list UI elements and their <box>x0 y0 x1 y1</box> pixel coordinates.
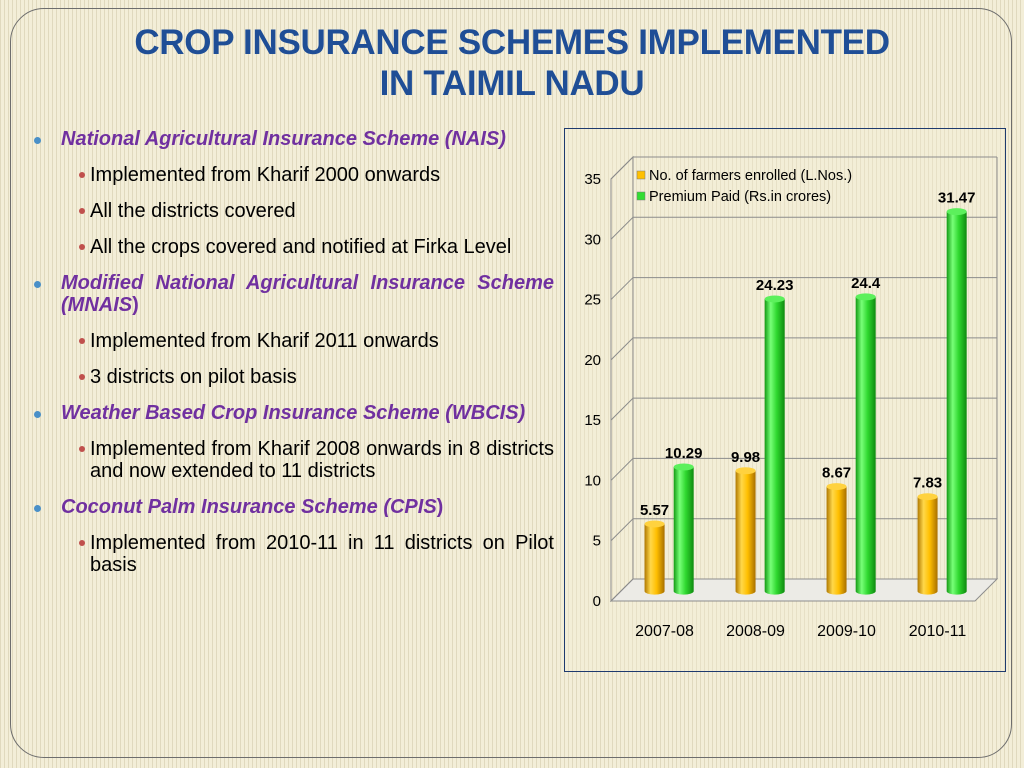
scheme-title-text: Coconut Palm Insurance Scheme (CPIS <box>61 496 437 518</box>
legend-swatch <box>637 171 645 179</box>
bar-top <box>947 208 967 215</box>
x-tick-label: 2010-11 <box>908 623 967 640</box>
bar <box>645 524 665 595</box>
list-item <box>61 330 554 352</box>
scheme-cpis <box>30 496 554 576</box>
bullet-dot-icon <box>79 540 85 546</box>
side-wall <box>611 157 633 601</box>
data-label: 9.98 <box>730 448 761 466</box>
list-item-text: Implemented from Kharif 2000 onwards <box>90 164 441 186</box>
list-item <box>61 164 554 186</box>
bar-top <box>918 493 938 500</box>
x-tick-label: 2008-09 <box>726 623 785 640</box>
bar <box>736 471 756 595</box>
gridline <box>611 338 997 360</box>
title-line-2: IN TAIMIL NADU <box>379 64 645 103</box>
gridline <box>611 217 997 239</box>
list-item <box>61 532 554 576</box>
gridline <box>611 519 997 541</box>
title-line-1: CROP INSURANCE SCHEMES IMPLEMENTED <box>134 23 890 62</box>
scheme-title <box>61 496 554 518</box>
bar-chart <box>565 129 1007 673</box>
bar <box>765 299 785 595</box>
scheme-nais <box>30 128 554 258</box>
scheme-items <box>61 164 554 258</box>
data-label: 8.67 <box>821 464 852 482</box>
bullet-dot-icon <box>79 446 85 452</box>
bar-top <box>645 520 665 527</box>
scheme-title-suffix: ) <box>132 294 139 316</box>
bullet-dot-icon <box>79 208 85 214</box>
bar-top <box>736 467 756 474</box>
bullet-dot-icon <box>34 505 41 512</box>
legend-label: No. of farmers enrolled (L.Nos.) <box>649 168 853 184</box>
list-item-text: Implemented from 2010-11 in 11 districts on Pilot basis <box>90 532 554 576</box>
scheme-items <box>61 532 554 576</box>
data-label: 24.4 <box>851 274 881 292</box>
gridline <box>611 398 997 420</box>
scheme-title <box>61 272 554 316</box>
y-tick-label: 5 <box>592 532 601 550</box>
data-label: 7.83 <box>912 474 943 492</box>
x-tick-label: 2009-10 <box>817 623 876 640</box>
bar <box>856 297 876 595</box>
list-item-text: Implemented from Kharif 2008 onwards in 8 districts and now extended to 11 districts <box>90 438 554 482</box>
gridline <box>611 278 997 300</box>
list-item-text: All the crops covered and notified at Firka Level <box>90 236 512 258</box>
list-item-text: Implemented from Kharif 2011 onwards <box>90 330 439 352</box>
y-tick-label: 30 <box>584 231 601 249</box>
bullet-dot-icon <box>79 338 85 344</box>
list-item-text: 3 districts on pilot basis <box>90 366 297 388</box>
bar <box>947 212 967 595</box>
scheme-items <box>61 330 554 388</box>
list-item <box>61 366 554 388</box>
slide-title <box>0 22 1024 104</box>
scheme-items <box>61 438 554 482</box>
bar-top <box>674 464 694 471</box>
bar <box>918 497 938 595</box>
y-tick-label: 35 <box>584 171 601 188</box>
scheme-title-suffix: ) <box>436 496 444 518</box>
y-tick-label: 10 <box>584 472 601 490</box>
legend-label: Premium Paid (Rs.in crores) <box>649 189 832 205</box>
bar-top <box>827 483 847 490</box>
list-item-text: All the districts covered <box>90 200 296 222</box>
data-label: 24.23 <box>755 276 794 294</box>
list-item <box>61 200 554 222</box>
data-label: 10.29 <box>664 445 703 463</box>
legend-swatch <box>637 192 645 200</box>
bullet-dot-icon <box>34 281 41 288</box>
data-label: 31.47 <box>937 189 976 207</box>
scheme-mnais <box>30 272 554 388</box>
scheme-wbcis <box>30 402 554 482</box>
bullet-dot-icon <box>34 411 41 418</box>
bar <box>827 487 847 595</box>
list-item <box>61 236 554 258</box>
bullet-dot-icon <box>79 244 85 250</box>
chart-container <box>564 128 1006 672</box>
scheme-title: Weather Based Crop Insurance Scheme (WBCIS) <box>61 402 526 424</box>
bullet-dot-icon <box>34 137 41 144</box>
scheme-title-text: Modified National Agricultural Insurance Scheme (MNAIS <box>61 272 554 316</box>
x-tick-label: 2007-08 <box>635 623 694 640</box>
chart-floor <box>611 579 997 601</box>
bar-top <box>856 293 876 300</box>
bar-top <box>765 295 785 302</box>
y-tick-label: 15 <box>584 412 601 430</box>
y-tick-label: 0 <box>592 593 601 610</box>
bar <box>674 467 694 595</box>
scheme-list <box>30 128 554 590</box>
y-tick-label: 20 <box>584 351 601 369</box>
y-tick-label: 25 <box>584 291 601 309</box>
scheme-title: National Agricultural Insurance Scheme (NAIS) <box>61 128 506 150</box>
bullet-dot-icon <box>79 374 85 380</box>
bullet-dot-icon <box>79 172 85 178</box>
list-item <box>61 438 554 482</box>
data-label: 5.57 <box>639 501 670 519</box>
